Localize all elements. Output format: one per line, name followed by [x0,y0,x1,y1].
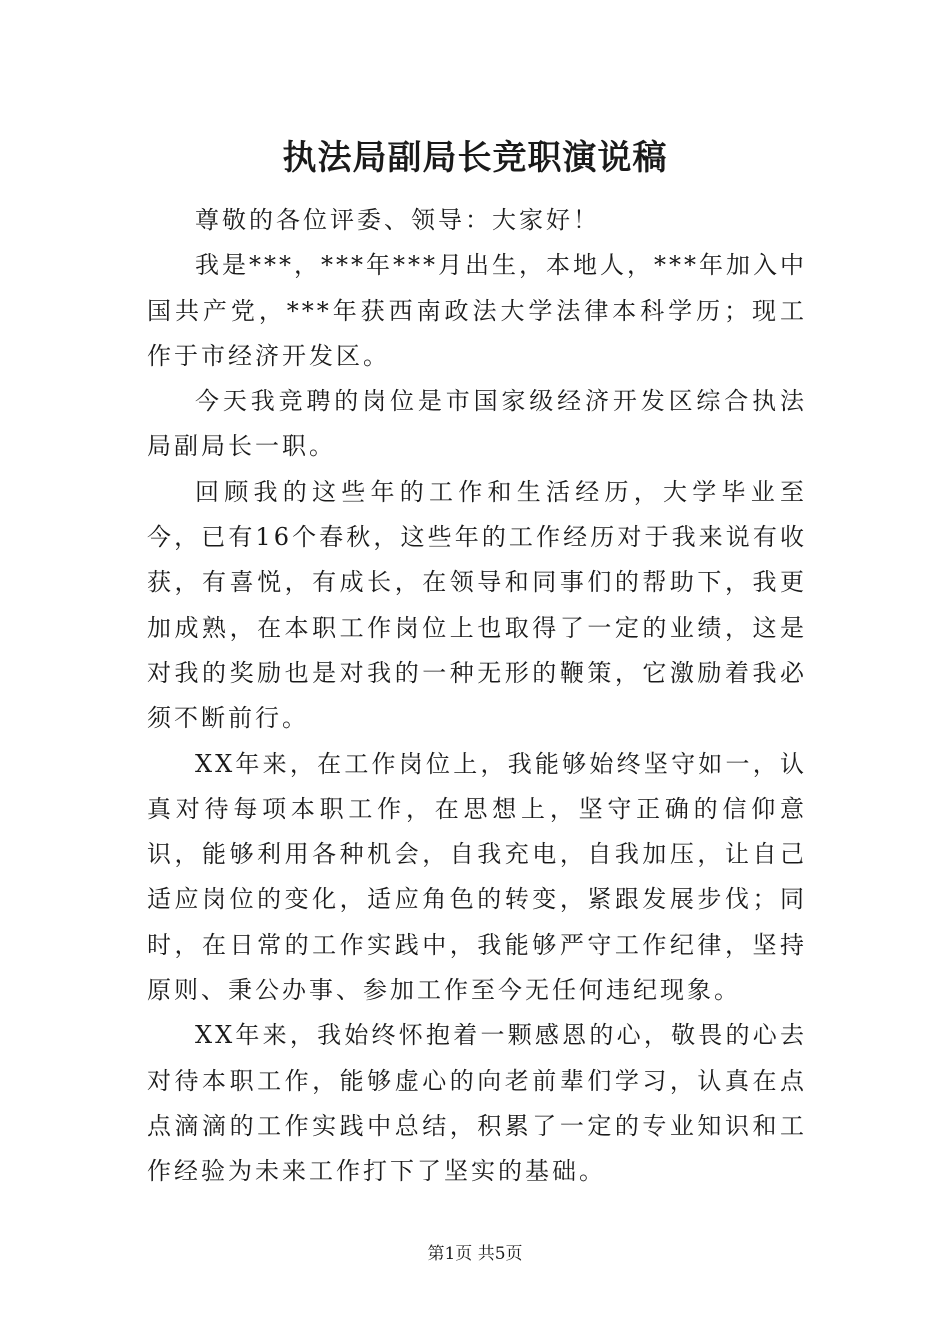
paragraph-gratitude: XX年来，我始终怀抱着一颗感恩的心，敬畏的心去对待本职工作，能够虚心的向老前辈们学习，认真在点点滴滴的工作实践中总结，积累了一定的专业知识和工作经验为未来工作打下了坚实的基础。 [147,1021,807,1186]
paragraph-greeting: 尊敬的各位评委、领导：大家好！ [195,206,600,234]
paragraph-position: 今天我竞聘的岗位是市国家级经济开发区综合执法局副局长一职。 [147,387,807,461]
document-title: 执法局副局长竞职演说稿 [282,138,668,178]
paragraph-experience: 回顾我的这些年的工作和生活经历，大学毕业至今，已有16个春秋，这些年的工作经历对于我来说有收获，有喜悦，有成长，在领导和同事们的帮助下，我更加成熟，在本职工作岗位上也取得了一定的业绩，这是对我的奖励也是对我的一种无形的鞭策，它激励着我必须不断前行。 [147,477,807,733]
paragraph-self-introduction: 我是***，***年***月出生，本地人，***年加入中国共产党，***年获西南政法大学法律本科学历；现工作于市经济开发区。 [147,251,807,370]
paragraph-work-attitude: XX年来，在工作岗位上，我能够始终坚守如一，认真对待每项本职工作，在思想上，坚守正确的信仰意识，能够利用各种机会，自我充电，自我加压，让自己适应岗位的变化，适应角色的转变，紧跟发展步伐；同时，在日常的工作实践中，我能够严守工作纪律，坚持原则、秉公办事、参加工作至今无任何违纪现象。 [147,749,807,1005]
document-body [147,198,807,1195]
page-number-footer: 第1页 共5页 [427,1244,523,1264]
